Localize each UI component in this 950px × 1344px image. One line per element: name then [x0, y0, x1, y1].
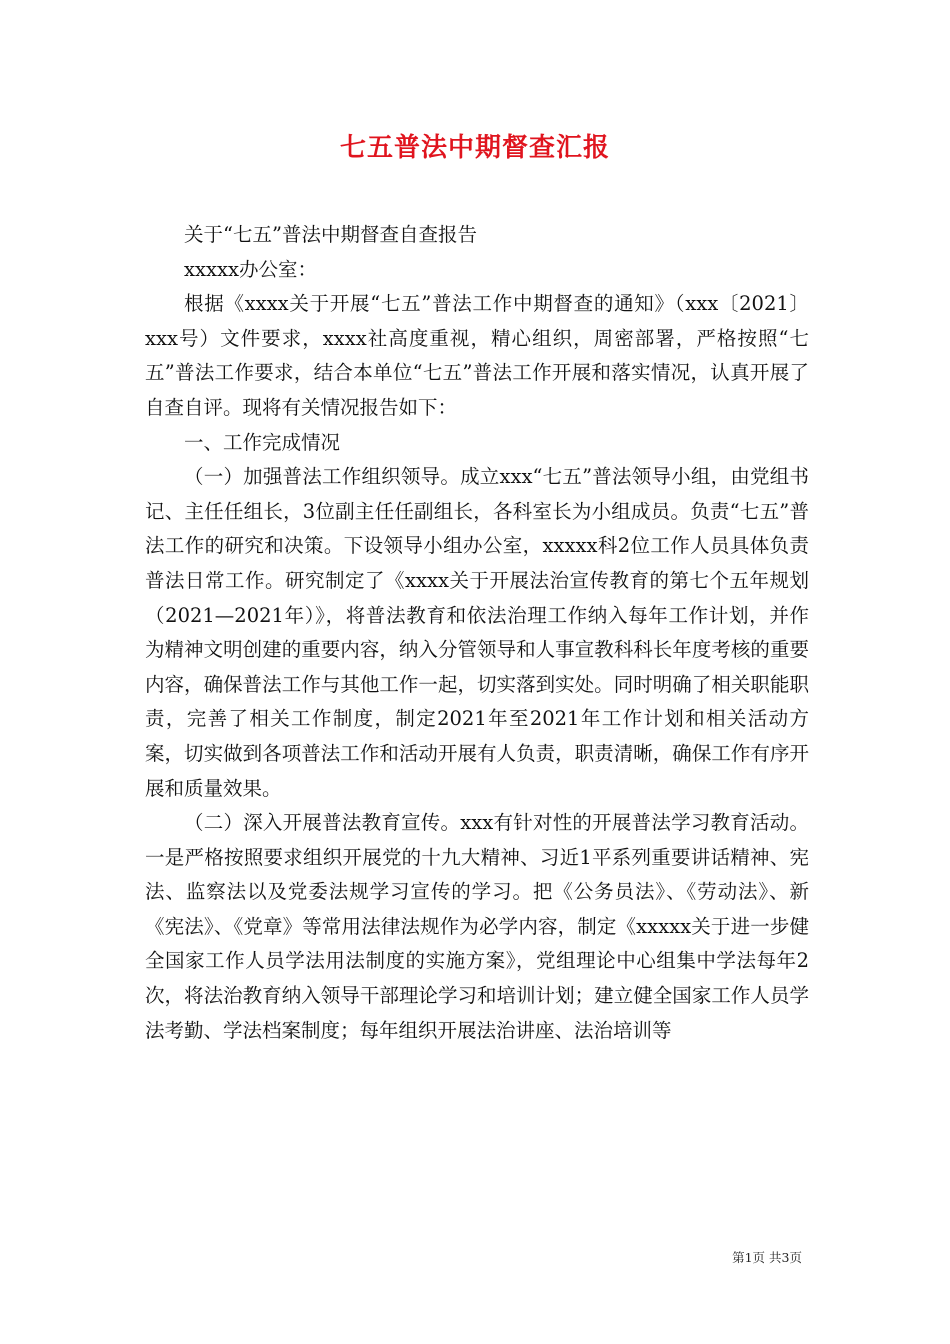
recipient-line: xxxxx办公室： [184, 257, 317, 281]
page-number: 第1页 共3页 [732, 1250, 802, 1265]
document-title: 七五普法中期督查汇报 [339, 133, 610, 163]
intro-paragraph: 根据《xxxx关于开展“七五”普法工作中期督查的通知》（xxx〔2021〕xxx号）文件要求，xxxx社高度重视，精心组织，周密部署，严格按照“七五”普法工作要求，结合本单位“七五”普法工作开展和落实情况，认真开展了自查自评。现将有关情况报告如下： [145, 292, 809, 419]
report-heading: 关于“七五”普法中期督查自查报告 [184, 223, 477, 246]
paragraph-education: （二）深入开展普法教育宣传。xxx有针对性的开展普法学习教育活动。一是严格按照要求组织开展党的十九大精神、习近1平系列重要讲话精神、宪法、监察法以及党委法规学习宣传的学习。把《公务员法》、《劳动法》、新《宪法》、《党章》等常用法律法规作为必学内容，制定《xxxxx关于进一步健全国家工作人员学法用法制度的实施方案》，党组理论中心组集中学法每年2次，将法治教育纳入领导干部理论学习和培训计划；建立健全国家工作人员学法考勤、学法档案制度；每年组织开展法治讲座、法治培训等 [145, 811, 809, 1042]
document-body [145, 218, 809, 1048]
paragraph-organization: （一）加强普法工作组织领导。成立xxx“七五”普法领导小组，由党组书记、主任任组长，3位副主任任副组长，各科室长为小组成员。负责“七五”普法工作的研究和决策。下设领导小组办公室，xxxxx科2位工作人员具体负责普法日常工作。研究制定了《xxxx关于开展法治宣传教育的第七个五年规划（2021—2021年）》，将普法教育和依法治理工作纳入每年工作计划，并作为精神文明创建的重要内容，纳入分管领导和人事宣教科科长年度考核的重要内容，确保普法工作与其他工作一起，切实落到实处。同时明确了相关职能职责，完善了相关工作制度，制定2021年至2021年工作计划和相关活动方案，切实做到各项普法工作和活动开展有人负责，职责清晰，确保工作有序开展和质量效果。 [145, 465, 809, 800]
section-heading: 一、工作完成情况 [184, 430, 341, 454]
